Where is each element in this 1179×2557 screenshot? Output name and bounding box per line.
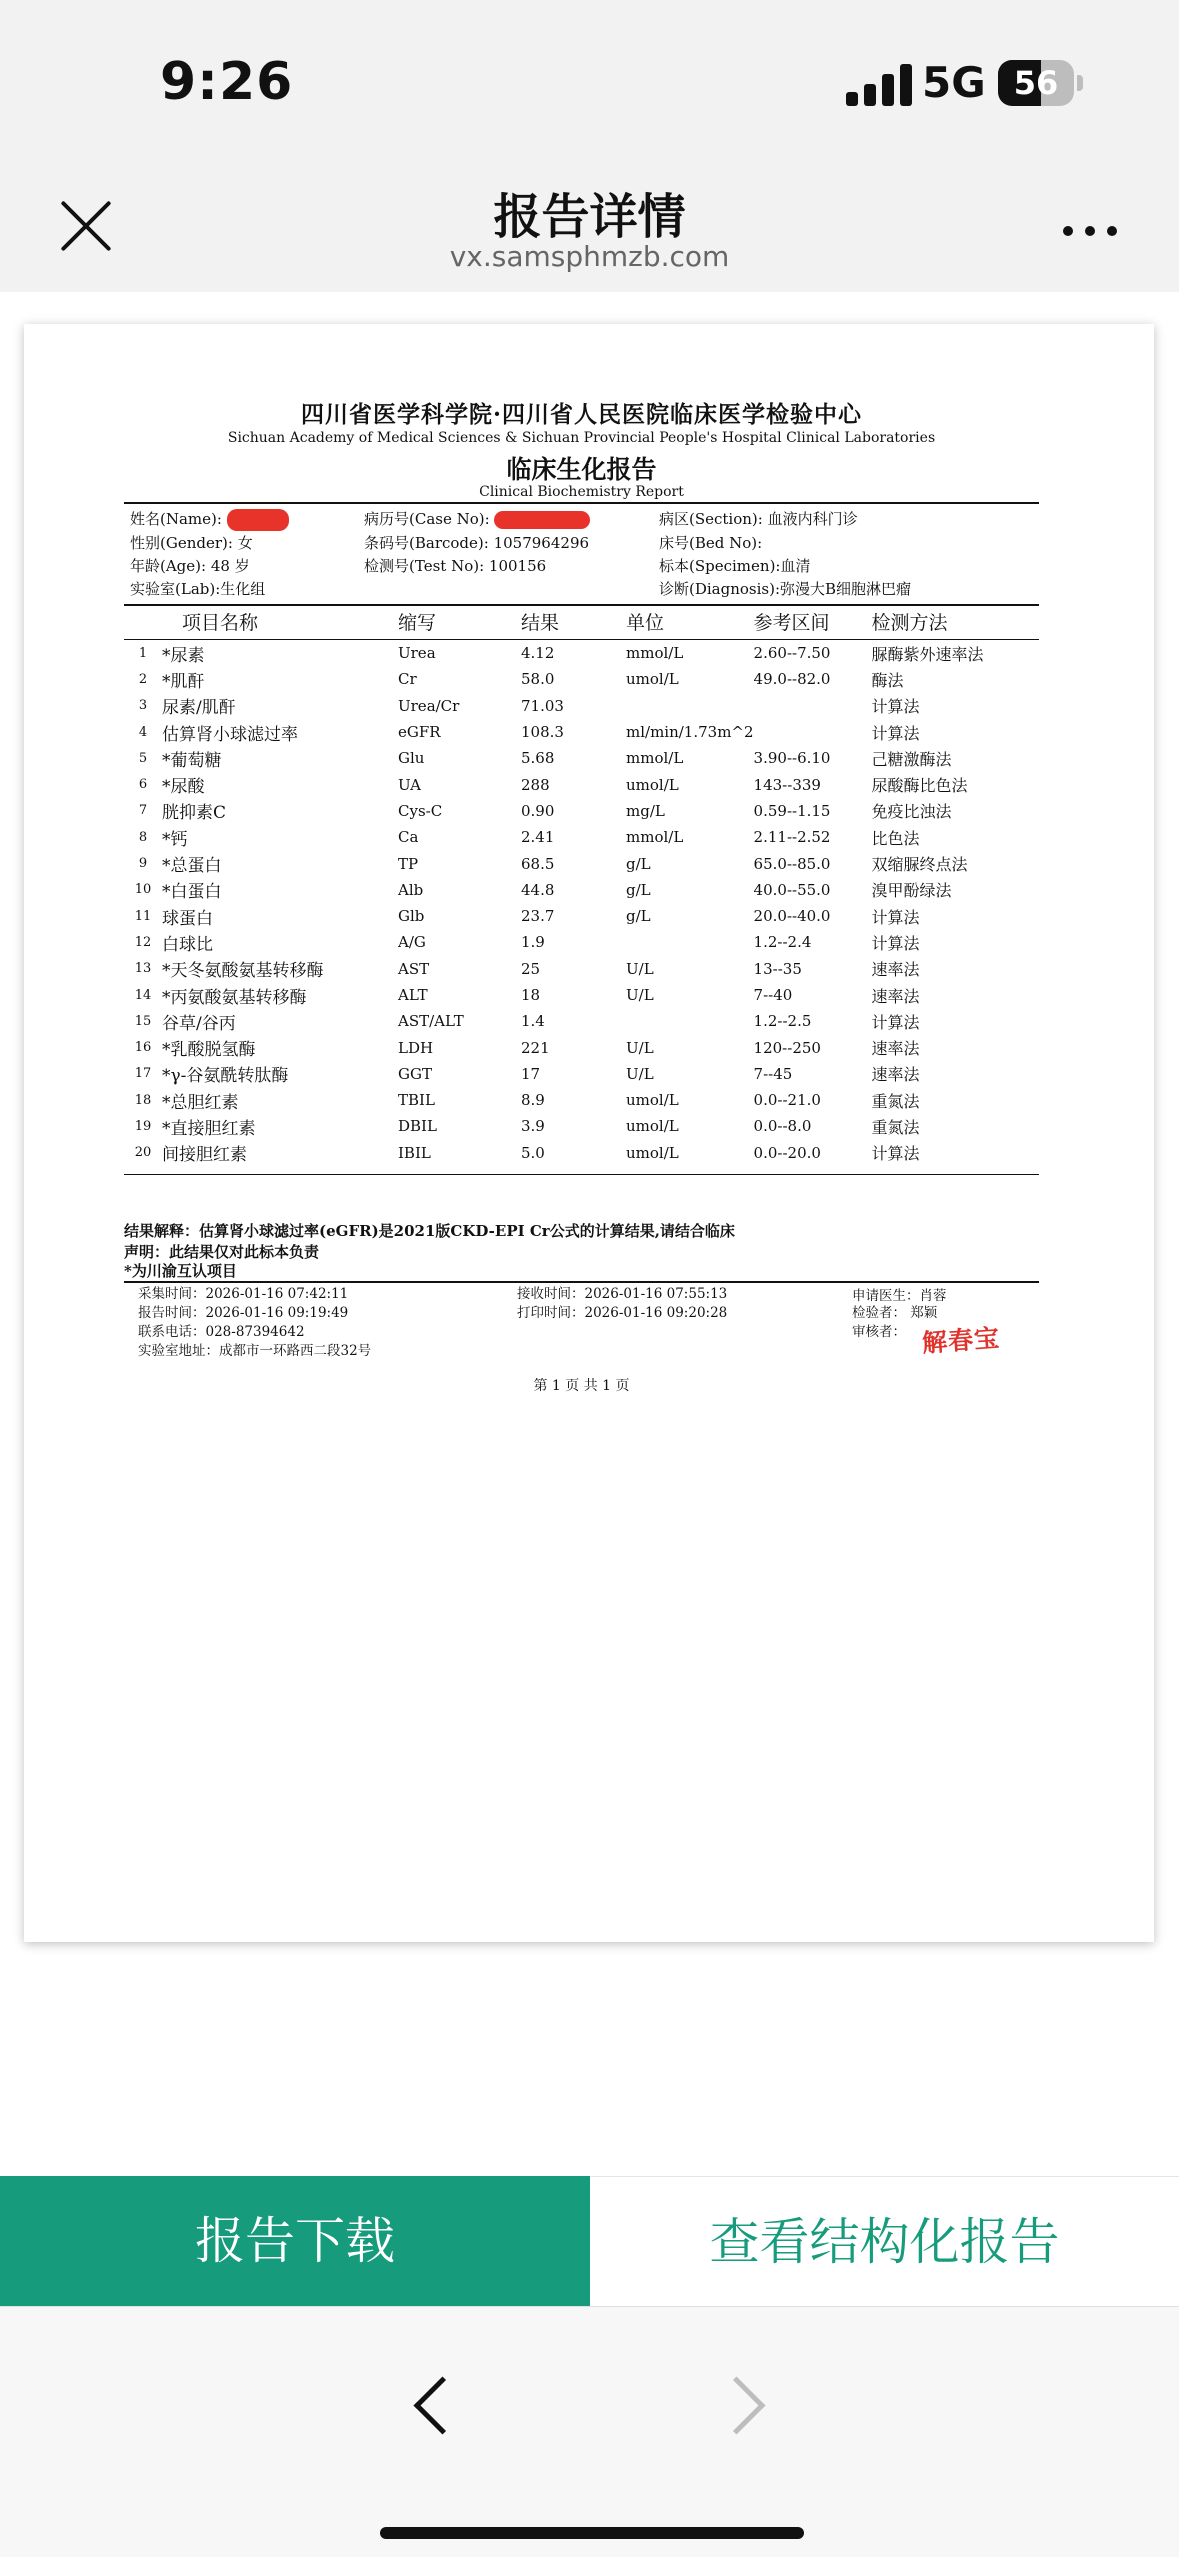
report-viewer[interactable] [0, 292, 1179, 2176]
col-name: 项目名称 [162, 606, 398, 640]
table-row [124, 771, 1039, 797]
cell-method: 重氮法 [871, 1091, 920, 1111]
cell-name: *钙 [162, 829, 188, 850]
hospital-name-cn: 四川省医学科学院·四川省人民医院临床医学检验中心 [300, 401, 862, 428]
cell-range: 1.2--2.5 [753, 1012, 812, 1031]
age-value: 48 岁 [210, 557, 250, 575]
cell-range: 0.0--20.0 [753, 1143, 821, 1162]
cell-value: 1.4 [521, 1012, 545, 1031]
diagnosis-value: 弥漫大B细胞淋巴瘤 [780, 580, 912, 598]
cell-abbr: Ca [398, 828, 419, 847]
lab-address: 实验室地址：成都市一环路西二段32号 [138, 1342, 372, 1359]
table-row [124, 903, 1039, 929]
cell-method: 计算法 [871, 723, 920, 743]
status-time: 9:26 [160, 52, 294, 112]
cell-no: 20 [134, 1145, 152, 1161]
cell-unit [626, 929, 754, 955]
cell-unit: U/L [626, 1064, 654, 1083]
cell-method: 速率法 [871, 1039, 920, 1059]
cell-no: 16 [134, 1040, 152, 1056]
cell-name: 白球比 [162, 934, 213, 955]
table-row [124, 719, 1039, 745]
cell-name: *白蛋白 [162, 882, 222, 903]
collect-time: 采集时间：2026-01-16 07:42:11 [138, 1285, 349, 1302]
cell-range: 40.0--55.0 [753, 880, 831, 899]
page-title: 报告详情 [493, 189, 686, 245]
cell-unit: umol/L [626, 670, 679, 689]
cellular-signal-icon [846, 62, 916, 106]
statement-note: 声明：此结果仅对此标本负责 [124, 1242, 320, 1261]
cell-name: 尿素/肌酐 [162, 698, 236, 719]
cell-method: 速率法 [871, 986, 920, 1006]
cell-range: 2.60--7.50 [753, 644, 831, 663]
gender-value: 女 [237, 534, 253, 552]
table-row [124, 1034, 1039, 1060]
cell-name: *γ-谷氨酰转肽酶 [162, 1066, 289, 1087]
cell-abbr: Alb [398, 880, 424, 899]
cell-range: 65.0--85.0 [753, 854, 831, 873]
cell-range: 0.59--1.15 [753, 801, 831, 820]
cell-value: 58.0 [521, 670, 555, 689]
cell-value: 18 [521, 986, 541, 1004]
cell-unit: U/L [626, 986, 654, 1004]
table-row [124, 1113, 1039, 1139]
cell-name: *葡萄糖 [162, 750, 222, 771]
cell-abbr: GGT [398, 1064, 432, 1083]
cell-name: 间接胆红素 [162, 1145, 247, 1166]
cell-range: 0.0--21.0 [753, 1091, 821, 1110]
cell-value: 2.41 [521, 828, 555, 847]
cell-range [754, 693, 872, 719]
cell-abbr: AST/ALT [398, 1012, 464, 1031]
name-label: 姓名(Name): [130, 510, 222, 528]
cell-no: 11 [134, 908, 152, 924]
cell-value: 5.0 [521, 1143, 545, 1162]
cell-abbr: Urea/Cr [398, 696, 460, 715]
battery-level: 56 [1013, 64, 1059, 102]
report-title-en: Clinical Biochemistry Report [479, 484, 684, 500]
lab-phone: 联系电话：028-87394642 [138, 1323, 305, 1340]
table-row [124, 1008, 1039, 1034]
cell-abbr: IBIL [398, 1143, 431, 1162]
specimen-value: 血清 [780, 557, 811, 575]
page-indicator: 第 1 页 共 1 页 [533, 1377, 630, 1394]
cell-no: 12 [134, 934, 152, 950]
report-page [24, 324, 1154, 1942]
report-meta [124, 1283, 1039, 1373]
report-notes [124, 1221, 1039, 1279]
back-button[interactable] [406, 2367, 466, 2447]
cell-no: 10 [134, 882, 152, 898]
cell-no: 2 [138, 671, 148, 687]
cell-name: *尿酸 [162, 777, 205, 798]
cell-abbr: ALT [398, 986, 428, 1004]
table-row [124, 798, 1039, 824]
results-body [124, 640, 1039, 1166]
page-url: vx.samsphmzb.com [449, 240, 730, 273]
cell-no: 9 [138, 856, 148, 872]
cell-no: 17 [134, 1066, 152, 1082]
cell-name: 估算肾小球滤过率 [162, 724, 298, 745]
hospital-name-en: Sichuan Academy of Medical Sciences & Sichuan Provincial People's Hospital Clinical Laboratories [227, 430, 936, 446]
cell-method: 己糖激酶法 [871, 749, 952, 769]
cell-name: *乳酸脱氢酶 [162, 1040, 256, 1061]
table-row [124, 745, 1039, 771]
cell-method: 溴甲酚绿法 [871, 881, 952, 901]
report-title-cn: 临床生化报告 [506, 455, 657, 484]
table-row [124, 1061, 1039, 1087]
results-header [124, 606, 1039, 640]
cell-method: 比色法 [871, 828, 920, 848]
redacted-name [227, 509, 289, 531]
cell-method: 双缩脲终点法 [871, 855, 968, 875]
chevron-right-icon [708, 2377, 766, 2435]
cell-value: 108.3 [521, 723, 564, 742]
cell-abbr: DBIL [398, 1117, 437, 1136]
cell-abbr: AST [398, 959, 430, 978]
table-row [124, 929, 1039, 955]
col-value: 结果 [521, 606, 626, 640]
cell-abbr: Glb [398, 907, 425, 926]
receive-time: 接收时间：2026-01-16 07:55:13 [517, 1285, 728, 1302]
download-report-button[interactable]: 报告下载 [0, 2176, 590, 2306]
cell-no: 15 [134, 1013, 152, 1029]
table-row [124, 877, 1039, 903]
cell-name: *天冬氨酸氨基转移酶 [162, 961, 324, 982]
table-row [124, 693, 1039, 719]
cell-method: 脲酶紫外速率法 [871, 644, 984, 664]
col-unit: 单位 [626, 606, 754, 640]
cell-no: 13 [134, 961, 152, 977]
table-row [124, 982, 1039, 1008]
view-structured-report-button[interactable]: 查看结构化报告 [590, 2176, 1179, 2306]
cell-name: *肌酐 [162, 671, 205, 692]
cell-no: 4 [138, 724, 148, 740]
specimen-label: 标本(Specimen): [659, 557, 781, 575]
cell-abbr: Urea [398, 644, 436, 663]
diagnosis-label: 诊断(Diagnosis): [659, 580, 781, 598]
cell-unit: U/L [626, 959, 654, 978]
cell-abbr: Cys-C [398, 801, 443, 820]
cell-name: 胱抑素C [162, 803, 227, 824]
cell-range: 2.11--2.52 [753, 828, 831, 847]
table-row [124, 666, 1039, 692]
battery-icon [998, 60, 1074, 106]
patient-info [124, 504, 1039, 602]
cell-value: 4.12 [521, 644, 555, 663]
cell-range: 0.0--8.0 [753, 1117, 812, 1136]
cell-range: 7--45 [753, 1064, 793, 1083]
cell-unit: umol/L [626, 1143, 679, 1162]
cell-unit: U/L [626, 1038, 654, 1057]
cell-value: 5.68 [521, 749, 555, 768]
lab-label: 实验室(Lab): [130, 580, 221, 598]
table-row [124, 956, 1039, 982]
bed-label: 床号(Bed No): [659, 534, 763, 552]
gender-label: 性别(Gender): [130, 534, 233, 552]
mutual-recognition-note: *为川渝互认项目 [124, 1261, 237, 1280]
cell-unit [626, 1008, 754, 1034]
cell-unit: mmol/L [626, 644, 684, 663]
more-options-icon[interactable] [1063, 218, 1123, 238]
cell-method: 计算法 [871, 907, 920, 927]
barcode-label: 条码号(Barcode): [364, 534, 489, 552]
col-abbr: 缩写 [398, 606, 521, 640]
testno-value: 100156 [488, 557, 547, 575]
cell-abbr: Glu [398, 749, 425, 768]
cell-range: 13--35 [753, 959, 802, 978]
table-row [124, 1140, 1039, 1166]
nav-bar [0, 170, 1179, 292]
redacted-case-no [494, 511, 590, 529]
cell-abbr: LDH [398, 1038, 434, 1057]
interpretation-note: 结果解释：估算肾小球滤过率(eGFR)是2021版CKD-EPI Cr公式的计算结果,请结合临床 [124, 1221, 735, 1240]
applicant-doctor: 申请医生：肖蓉 [852, 1287, 947, 1304]
print-time: 打印时间：2026-01-16 09:20:28 [517, 1304, 728, 1321]
cell-unit: umol/L [626, 1091, 679, 1110]
cell-range: 7--40 [753, 986, 793, 1004]
cell-abbr: eGFR [398, 723, 441, 742]
report-time: 报告时间：2026-01-16 09:19:49 [138, 1304, 349, 1321]
cell-no: 14 [134, 987, 152, 1003]
cell-unit: g/L [626, 880, 651, 899]
cell-name: 球蛋白 [162, 908, 213, 929]
cell-method: 尿酸酶比色法 [871, 776, 968, 796]
cell-range: 3.90--6.10 [753, 749, 831, 768]
cell-value: 0.90 [521, 801, 555, 820]
age-label: 年龄(Age): [130, 557, 207, 575]
cell-method: 计算法 [871, 697, 920, 717]
cell-value: 25 [521, 959, 541, 978]
cell-range: 1.2--2.4 [753, 933, 812, 952]
chevron-left-icon [414, 2377, 472, 2435]
cell-no: 7 [138, 803, 148, 819]
cell-unit: ml/min/1.73m^2 [626, 723, 754, 742]
inspector: 检验者： 郑颖 [852, 1304, 938, 1321]
cell-value: 17 [521, 1064, 541, 1083]
cell-name: *直接胆红素 [162, 1118, 256, 1139]
cell-name: *总胆红素 [162, 1092, 239, 1113]
cell-value: 221 [521, 1038, 550, 1057]
cell-range [754, 719, 872, 745]
cell-method: 计算法 [871, 1144, 920, 1164]
action-buttons [0, 2176, 1179, 2306]
cell-unit: mmol/L [626, 828, 684, 847]
cell-unit [626, 693, 754, 719]
cell-name: *尿素 [162, 645, 205, 666]
cell-no: 19 [134, 1118, 152, 1134]
cell-value: 71.03 [521, 696, 564, 715]
cell-abbr: UA [398, 775, 422, 794]
results-table [124, 606, 1039, 1166]
table-row [124, 850, 1039, 876]
cell-abbr: Cr [398, 670, 417, 689]
cell-method: 计算法 [871, 933, 920, 953]
cell-no: 3 [138, 698, 148, 714]
cell-no: 5 [138, 750, 148, 766]
cell-no: 18 [134, 1092, 152, 1108]
cell-name: *总蛋白 [162, 856, 222, 877]
cell-abbr: TP [398, 854, 419, 873]
cell-no: 6 [138, 777, 148, 793]
cell-range: 120--250 [753, 1038, 821, 1057]
table-end-rule [124, 1174, 1039, 1175]
network-type: 5G [922, 58, 986, 107]
cell-unit: g/L [626, 907, 651, 926]
cell-range: 20.0--40.0 [753, 907, 831, 926]
cell-method: 速率法 [871, 1065, 920, 1085]
browser-toolbar [0, 2306, 1179, 2557]
cell-method: 酶法 [871, 670, 904, 690]
cell-value: 288 [521, 775, 550, 794]
status-bar [0, 0, 1179, 170]
cell-value: 23.7 [521, 907, 555, 926]
cell-method: 速率法 [871, 960, 920, 980]
cell-value: 8.9 [521, 1091, 545, 1110]
cell-no: 8 [138, 829, 148, 845]
cell-name: *丙氨酸氨基转移酶 [162, 987, 307, 1008]
table-row [124, 1087, 1039, 1113]
testno-label: 检测号(Test No): [364, 557, 485, 575]
col-range: 参考区间 [754, 606, 872, 640]
cell-unit: mg/L [626, 801, 665, 820]
reviewer-label: 审核者： [852, 1323, 906, 1340]
cell-name: 谷草/谷丙 [162, 1013, 236, 1034]
cell-unit: mmol/L [626, 749, 684, 768]
barcode-value: 1057964296 [493, 534, 590, 552]
cell-unit: umol/L [626, 775, 679, 794]
cell-value: 3.9 [521, 1117, 545, 1136]
case-label: 病历号(Case No): [364, 510, 490, 528]
cell-abbr: A/G [398, 933, 426, 952]
col-no [124, 606, 162, 640]
table-row [124, 824, 1039, 850]
cell-unit: umol/L [626, 1117, 679, 1136]
section-label: 病区(Section): [659, 510, 763, 528]
cell-value: 44.8 [521, 880, 555, 899]
cell-abbr: TBIL [398, 1091, 435, 1110]
report-document [124, 396, 1039, 1395]
section-value: 血液内科门诊 [767, 510, 858, 528]
col-method: 检测方法 [872, 606, 1039, 640]
cell-unit: g/L [626, 854, 651, 873]
cell-value: 68.5 [521, 854, 555, 873]
forward-button[interactable] [712, 2367, 772, 2447]
battery-tip [1077, 75, 1083, 91]
cell-value: 1.9 [521, 933, 545, 952]
lab-value: 生化组 [220, 580, 266, 598]
cell-range: 143--339 [753, 775, 821, 794]
cell-method: 免疫比浊法 [871, 802, 952, 822]
cell-method: 重氮法 [871, 1117, 920, 1137]
home-indicator[interactable] [380, 2527, 804, 2539]
reviewer-signature: 解春宝 [921, 1323, 1002, 1358]
cell-method: 计算法 [871, 1012, 920, 1032]
table-row [124, 640, 1039, 667]
cell-no: 1 [138, 645, 148, 661]
cell-range: 49.0--82.0 [753, 670, 831, 689]
